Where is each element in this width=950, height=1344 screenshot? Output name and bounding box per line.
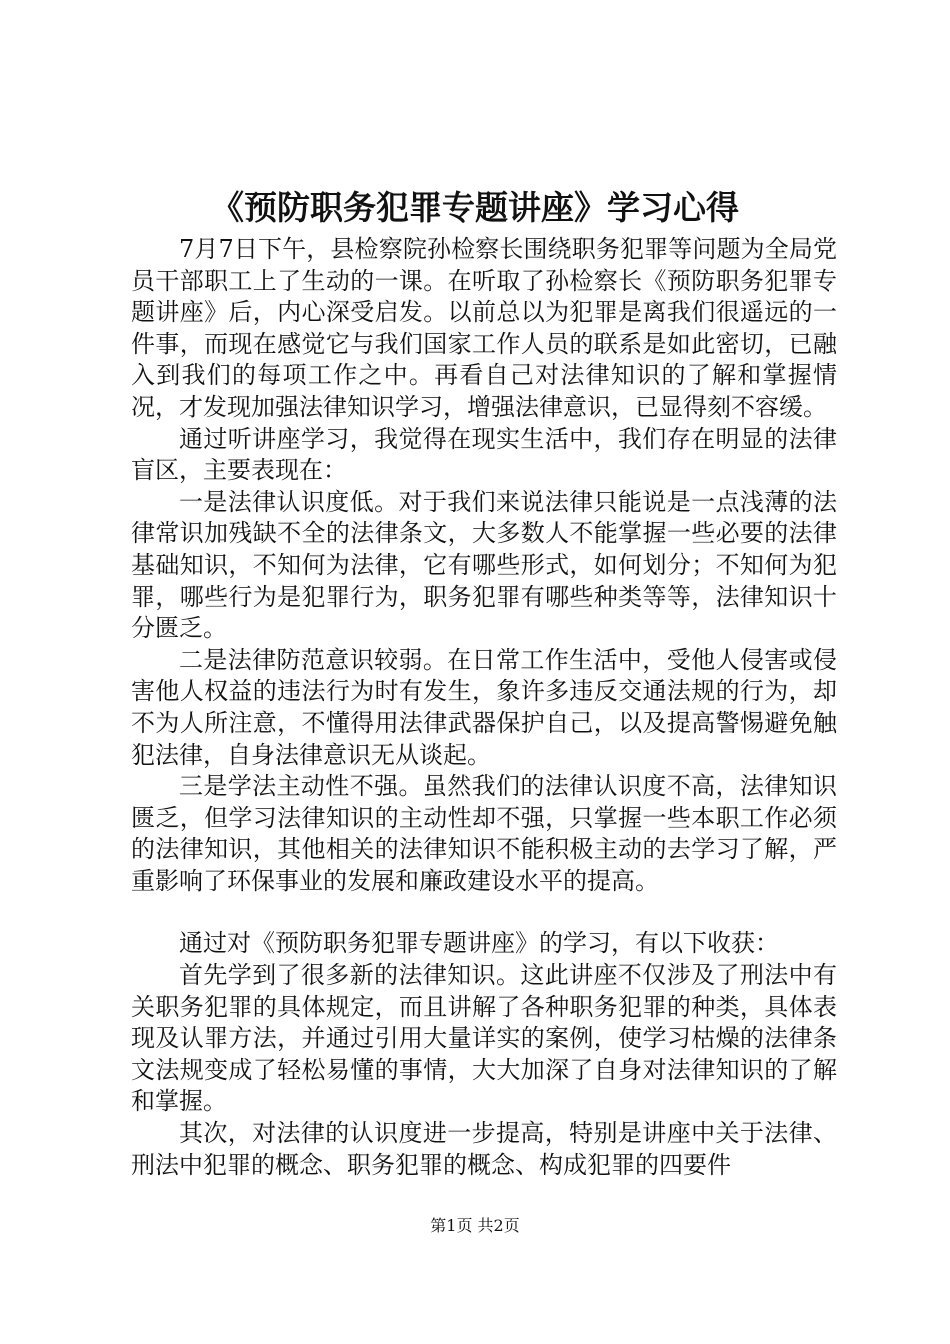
document-body (131, 234, 837, 1181)
paragraph: 首先学到了很多新的法律知识。这此讲座不仅涉及了刑法中有关职务犯罪的具体规定，而且讲解了各种职务犯罪的种类，具体表现及认罪方法，并通过引用大量详实的案例，使学习枯燥的法律条文法规变成了轻松易懂的事情，大大加深了自身对法律知识的了解和掌握。 (131, 961, 837, 1116)
paragraph: 二是法律防范意识较弱。在日常工作生活中，受他人侵害或侵害他人权益的违法行为时有发生，象许多违反交通法规的行为，却不为人所注意，不懂得用法律武器保护自己，以及提高警惕避免触犯法律，自身法律意识无从谈起。 (131, 645, 837, 769)
paragraph: 通过对《预防职务犯罪专题讲座》的学习，有以下收获： (179, 929, 779, 958)
paragraph: 7月7日下午，县检察院孙检察长围绕职务犯罪等问题为全局党员干部职工上了生动的一课。在听取了孙检察长《预防职务犯罪专题讲座》后，内心深受启发。以前总以为犯罪是离我们很遥远的一件事，而现在感觉它与我们国家工作人员的联系是如此密切，已融入到我们的每项工作之中。再看自己对法律知识的了解和掌握情况，才发现加强法律知识学习，增强法律意识，已显得刻不容缓。 (131, 235, 837, 421)
paragraph: 通过听讲座学习，我觉得在现实生活中，我们存在明显的法律盲区，主要表现在： (131, 424, 837, 485)
paragraph: 其次，对法律的认识度进一步提高，特别是讲座中关于法律、刑法中犯罪的概念、职务犯罪的概念、构成犯罪的四要件 (131, 1119, 837, 1179)
page-footer: 第1页 共2页 (430, 1216, 520, 1235)
paragraph-spacer (131, 897, 837, 928)
paragraph: 一是法律认识度低。对于我们来说法律只能说是一点浅薄的法律常识加残缺不全的法律条文，大多数人不能掌握一些必要的法律基础知识，不知何为法律，它有哪些形式，如何划分；不知何为犯罪，哪些行为是犯罪行为，职务犯罪有哪些种类等等，法律知识十分匮乏。 (131, 487, 837, 643)
document-title: 《预防职务犯罪专题讲座》学习心得 (211, 188, 739, 227)
paragraph: 三是学法主动性不强。虽然我们的法律认识度不高，法律知识匮乏，但学习法律知识的主动性却不强，只掌握一些本职工作必须的法律知识，其他相关的法律知识不能积极主动的去学习了解，严重影响了环保事业的发展和廉政建设水平的提高。 (131, 772, 837, 895)
